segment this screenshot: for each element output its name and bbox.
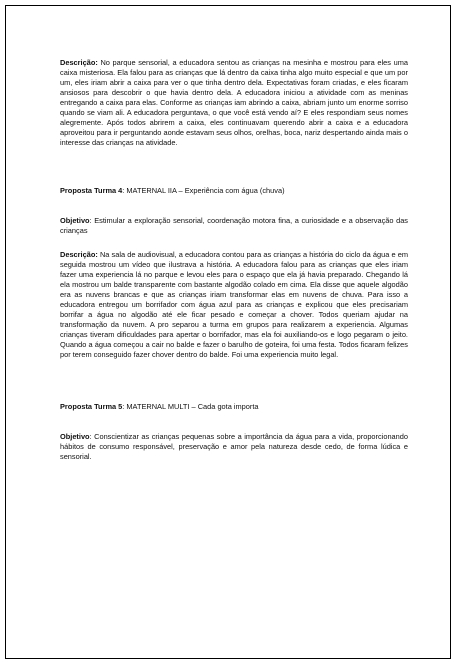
page-content: [60, 58, 408, 462]
proposta-label: Proposta Turma 5: [60, 402, 123, 411]
objetivo-label: Objetivo: [60, 432, 90, 441]
proposta-text: : MATERNAL MULTI – Cada gota importa: [122, 402, 259, 411]
objetivo-paragraph-5: [60, 432, 408, 462]
description-paragraph-4: [60, 250, 408, 360]
description-label: Descrição:: [60, 250, 98, 259]
document-page: [5, 5, 451, 659]
proposta-turma-5-heading: [60, 402, 408, 412]
description-text: Na sala de audiovisual, a educadora contou para as crianças a história do ciclo da água e em seguida mostrou um vídeo que ilustrava a história. A educadora falou para as crianças que eles iriam fazer uma experiencia lá no parque e levou eles para o espaço que ela já havia preparado. Chegando lá ela mostrou um balde transparente com bastante algodão colado em cima. Ela disse que aquele algodão era as nuvens brancas e que as crianças iriam transformar elas em nuvens de chuva. Para isso a educadora entregou um borrifador com água azul para as crianças e explicou que eles precisariam borrifar a água no algodão até ele ficar pesado e começar a chover. Todos queriam ajudar na transformação da nuvem. A pro separou a turma em grupos para realizarem a experiencia. Algumas crianças tiveram dificuldades para apertar o borrifador, mas ela foi auxiliando-os e logo pegaram o jeito. Quando a água começou a cair no balde e fazer o barulho de goteira, foi uma festa. Todos ficaram felizes por terem conseguido fazer chover dentro do balde. Foi uma experiencia muito legal.: [60, 250, 408, 359]
proposta-label: Proposta Turma 4: [60, 186, 123, 195]
objetivo-text: : Estimular a exploração sensorial, coordenação motora fina, a curiosidade e a observação das crianças: [60, 216, 408, 235]
objetivo-text: : Conscientizar as crianças pequenas sobre a importância da água para a vida, proporcionando hábitos de consumo responsável, preservação e amor pela natureza desde cedo, de forma lúdica e sensorial.: [60, 432, 408, 461]
proposta-text: : MATERNAL IIA – Experiência com água (chuva): [122, 186, 285, 195]
description-text: No parque sensorial, a educadora sentou as crianças na mesinha e mostrou para eles uma caixa misteriosa. Ela falou para as crianças que lá dentro da caixa tinha algo muito especial e que um por um, eles iriam abrir a caixa para ver o que tinha dentro dela. Expectativas foram criadas, e eles ficaram ansiosos para descobrir o que havia dentro dela. A educadora iniciou a atividade com as meninas entregando a caixa para elas. Conforme as crianças iam abrindo a caixa, abriam junto um enorme sorriso quando se viam ali. A educadora perguntava, o que você está vendo aí? E eles respondiam seus nomes alegremente. Após todos abrirem a caixa, eles continuavam querendo abrir a caixa e a educadora aproveitou para ir perguntando aonde estavam seus olhos, orelhas, boca, nariz despertando ainda mais o interesse das crianças na atividade.: [60, 58, 408, 147]
proposta-turma-4-heading: [60, 186, 408, 196]
objetivo-paragraph-4: [60, 216, 408, 236]
objetivo-label: Objetivo: [60, 216, 90, 225]
description-label: Descrição:: [60, 58, 98, 67]
description-paragraph-1: [60, 58, 408, 148]
